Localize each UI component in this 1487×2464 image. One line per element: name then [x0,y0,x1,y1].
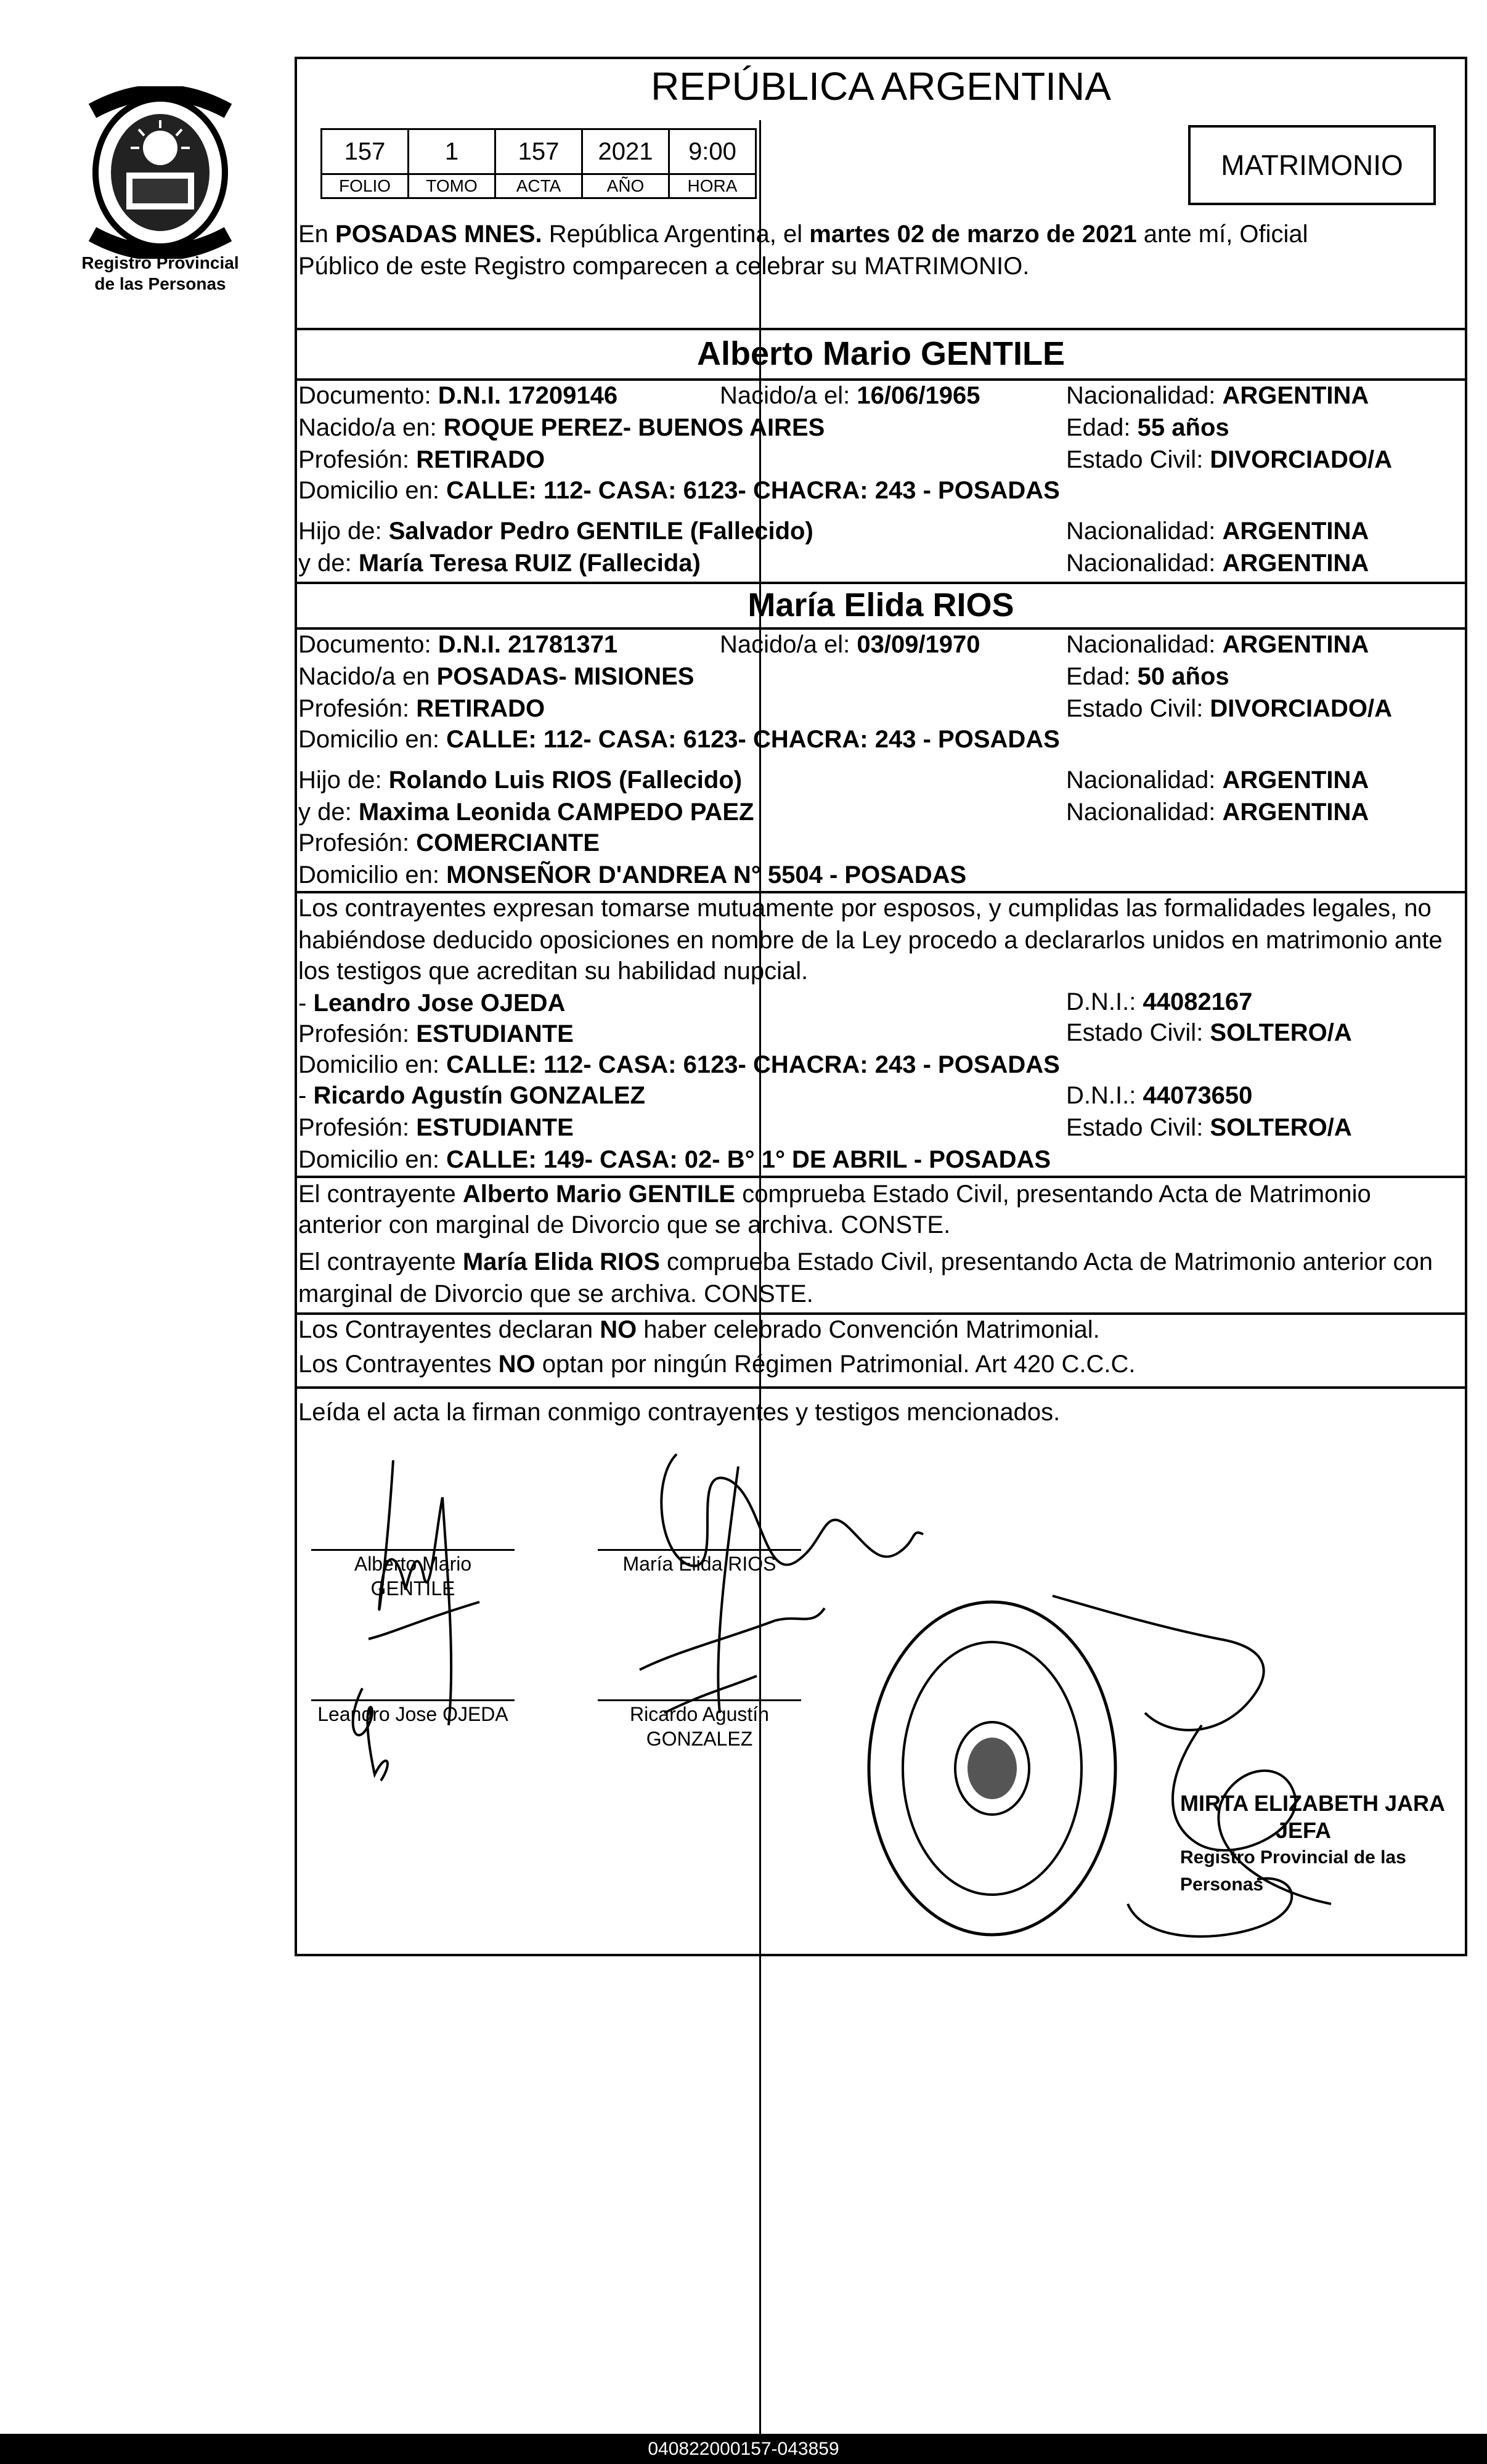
groom-mother-nationality: Nacionalidad: ARGENTINA [1066,550,1369,577]
bride-civil-proof-line-2: marginal de Divorcio que se archiva. CONSTE. [298,1280,813,1307]
tomo-value: 1 [409,129,495,174]
bride-birthplace: Nacido/a en POSADAS- MISIONES [298,663,695,690]
groom-civil-proof-line-1: El contrayente Alberto Mario GENTILE comprueba Estado Civil, presentando Acta de Matrimonio [298,1181,1371,1208]
bride-mother-profession: Profesión: COMERCIANTE [298,829,600,856]
official-role: JEFA [1276,1818,1332,1843]
tomo-label: TOMO [409,174,495,198]
witness-1-dni: D.N.I.: 44082167 [1066,988,1253,1015]
groom-father: Hijo de: Salvador Pedro GENTILE (Fallecido) [298,518,813,545]
official-name: MIRTA ELIZABETH JARA [1180,1791,1445,1816]
signature-label-witness-1: Leandro Jose OJEDA [317,1703,508,1725]
bride-civil-status: Estado Civil: DIVORCIADO/A [1066,695,1392,722]
signature-line-witness-2 [598,1699,801,1701]
emblem-caption-line2: de las Personas [94,274,226,293]
declaration-line-1: Los contrayentes expresan tomarse mutuamente por esposos, y cumplidas las formalidades legales, no [298,895,1432,922]
intro-line-2: Público de este Registro comparecen a celebrar su MATRIMONIO. [298,253,1030,280]
acta-value: 157 [495,129,582,174]
signature-label-groom: Alberto Mario GENTILE [354,1553,472,1600]
groom-civil-proof-line-2: anterior con marginal de Divorcio que se archiva. CONSTE. [298,1211,951,1238]
witness-2-civil-status: Estado Civil: SOLTERO/A [1066,1114,1352,1141]
page-title: REPÚBLICA ARGENTINA [651,64,1111,108]
groom-birthdate: Nacido/a el: 16/06/1965 [720,382,980,409]
groom-civil-status: Estado Civil: DIVORCIADO/A [1066,446,1392,473]
bride-father: Hijo de: Rolando Luis RIOS (Fallecido) [298,766,743,794]
folio-label: FOLIO [322,174,409,198]
witness-1-profession: Profesión: ESTUDIANTE [298,1020,574,1047]
official-stamp [863,1590,1122,1947]
divider [295,328,1467,330]
official-office: Registro Provincial de las Personas [1180,1847,1406,1895]
witness-2-address: Domicilio en: CALLE: 149- CASA: 02- B° 1° DE ABRIL - POSADAS [298,1146,1051,1173]
divider [295,582,1467,584]
bride-profession: Profesión: RETIRADO [298,695,545,722]
emblem-caption [62,253,259,295]
emblem-caption-line1: Registro Provincial [81,253,239,272]
closing-text: Leída el acta la firman conmigo contrayentes y testigos mencionados. [298,1399,1061,1426]
bride-name-heading: María Elida RIOS [748,587,1014,624]
witness-2-name: - Ricardo Agustín GONZALEZ [298,1082,645,1109]
bride-document: Documento: D.N.I. 21781371 [298,631,618,658]
acta-label: ACTA [495,174,582,198]
groom-document: Documento: D.N.I. 17209146 [298,382,618,409]
witness-2-dni: D.N.I.: 44073650 [1066,1082,1253,1109]
hour-label: HORA [669,174,756,198]
convention-line-2: Los Contrayentes NO optan por ningún Régimen Patrimonial. Art 420 C.C.C. [298,1351,1136,1378]
groom-birthplace: Nacido/a en: ROQUE PEREZ- BUENOS AIRES [298,414,825,441]
scan-artifact-line [759,120,761,2434]
bride-nationality: Nacionalidad: ARGENTINA [1066,631,1369,658]
groom-age: Edad: 55 años [1066,414,1229,441]
witness-2-profession: Profesión: ESTUDIANTE [298,1114,574,1141]
hour-value: 9:00 [669,129,756,174]
signature-line-witness-1 [311,1699,515,1701]
bride-address: Domicilio en: CALLE: 112- CASA: 6123- CHACRA: 243 - POSADAS [298,726,1060,753]
groom-name-heading: Alberto Mario GENTILE [696,335,1065,372]
bride-age: Edad: 50 años [1066,663,1229,690]
witness-1-civil-status: Estado Civil: SOLTERO/A [1066,1019,1352,1046]
groom-profession: Profesión: RETIRADO [298,446,545,473]
year-label: AÑO [582,174,669,198]
witness-1-address: Domicilio en: CALLE: 112- CASA: 6123- CHACRA: 243 - POSADAS [298,1051,1060,1078]
signature-label-witness-2: Ricardo Agustín GONZALEZ [630,1703,769,1750]
year-value: 2021 [582,129,669,174]
groom-address: Domicilio en: CALLE: 112- CASA: 6123- CHACRA: 243 - POSADAS [298,477,1060,504]
signature-line-bride [598,1549,801,1551]
declaration-line-2: habiéndose deducido oposiciones en nombre de la Ley procedo a declararlos unidos en matrimonio ante [298,927,1443,954]
signature-label-bride: María Elida RIOS [622,1553,776,1575]
bride-civil-proof-line-1: El contrayente María Elida RIOS comprueba Estado Civil, presentando Acta de Matrimonio anterior con [298,1248,1433,1275]
bride-birthdate: Nacido/a el: 03/09/1970 [720,631,980,658]
declaration-line-3: los testigos que acreditan su habilidad nupcial. [298,958,809,985]
registry-box [320,128,757,199]
bride-mother-address: Domicilio en: MONSEÑOR D'ANDREA N° 5504 - POSADAS [298,861,967,888]
bride-father-nationality: Nacionalidad: ARGENTINA [1066,766,1369,794]
official-signature-scribble [1109,1719,1430,1953]
bride-mother-nationality: Nacionalidad: ARGENTINA [1066,799,1369,826]
groom-nationality: Nacionalidad: ARGENTINA [1066,382,1369,409]
divider [295,1386,1467,1389]
document-id-footer: 040822000157-043859 [0,2434,1487,2464]
intro-line-1: En POSADAS MNES. República Argentina, el martes 02 de marzo de 2021 ante mí, Oficial [298,221,1308,248]
witness-1-name: - Leandro Jose OJEDA [298,990,566,1017]
folio-value: 157 [322,129,409,174]
act-type-box: MATRIMONIO [1188,125,1436,205]
bride-mother: y de: Maxima Leonida CAMPEDO PAEZ [298,799,754,826]
signature-line-groom [311,1549,515,1551]
groom-mother: y de: María Teresa RUIZ (Fallecida) [298,550,701,577]
convention-line-1: Los Contrayentes declaran NO haber celebrado Convención Matrimonial. [298,1316,1100,1343]
provincial-emblem [80,86,240,259]
groom-father-nationality: Nacionalidad: ARGENTINA [1066,518,1369,545]
